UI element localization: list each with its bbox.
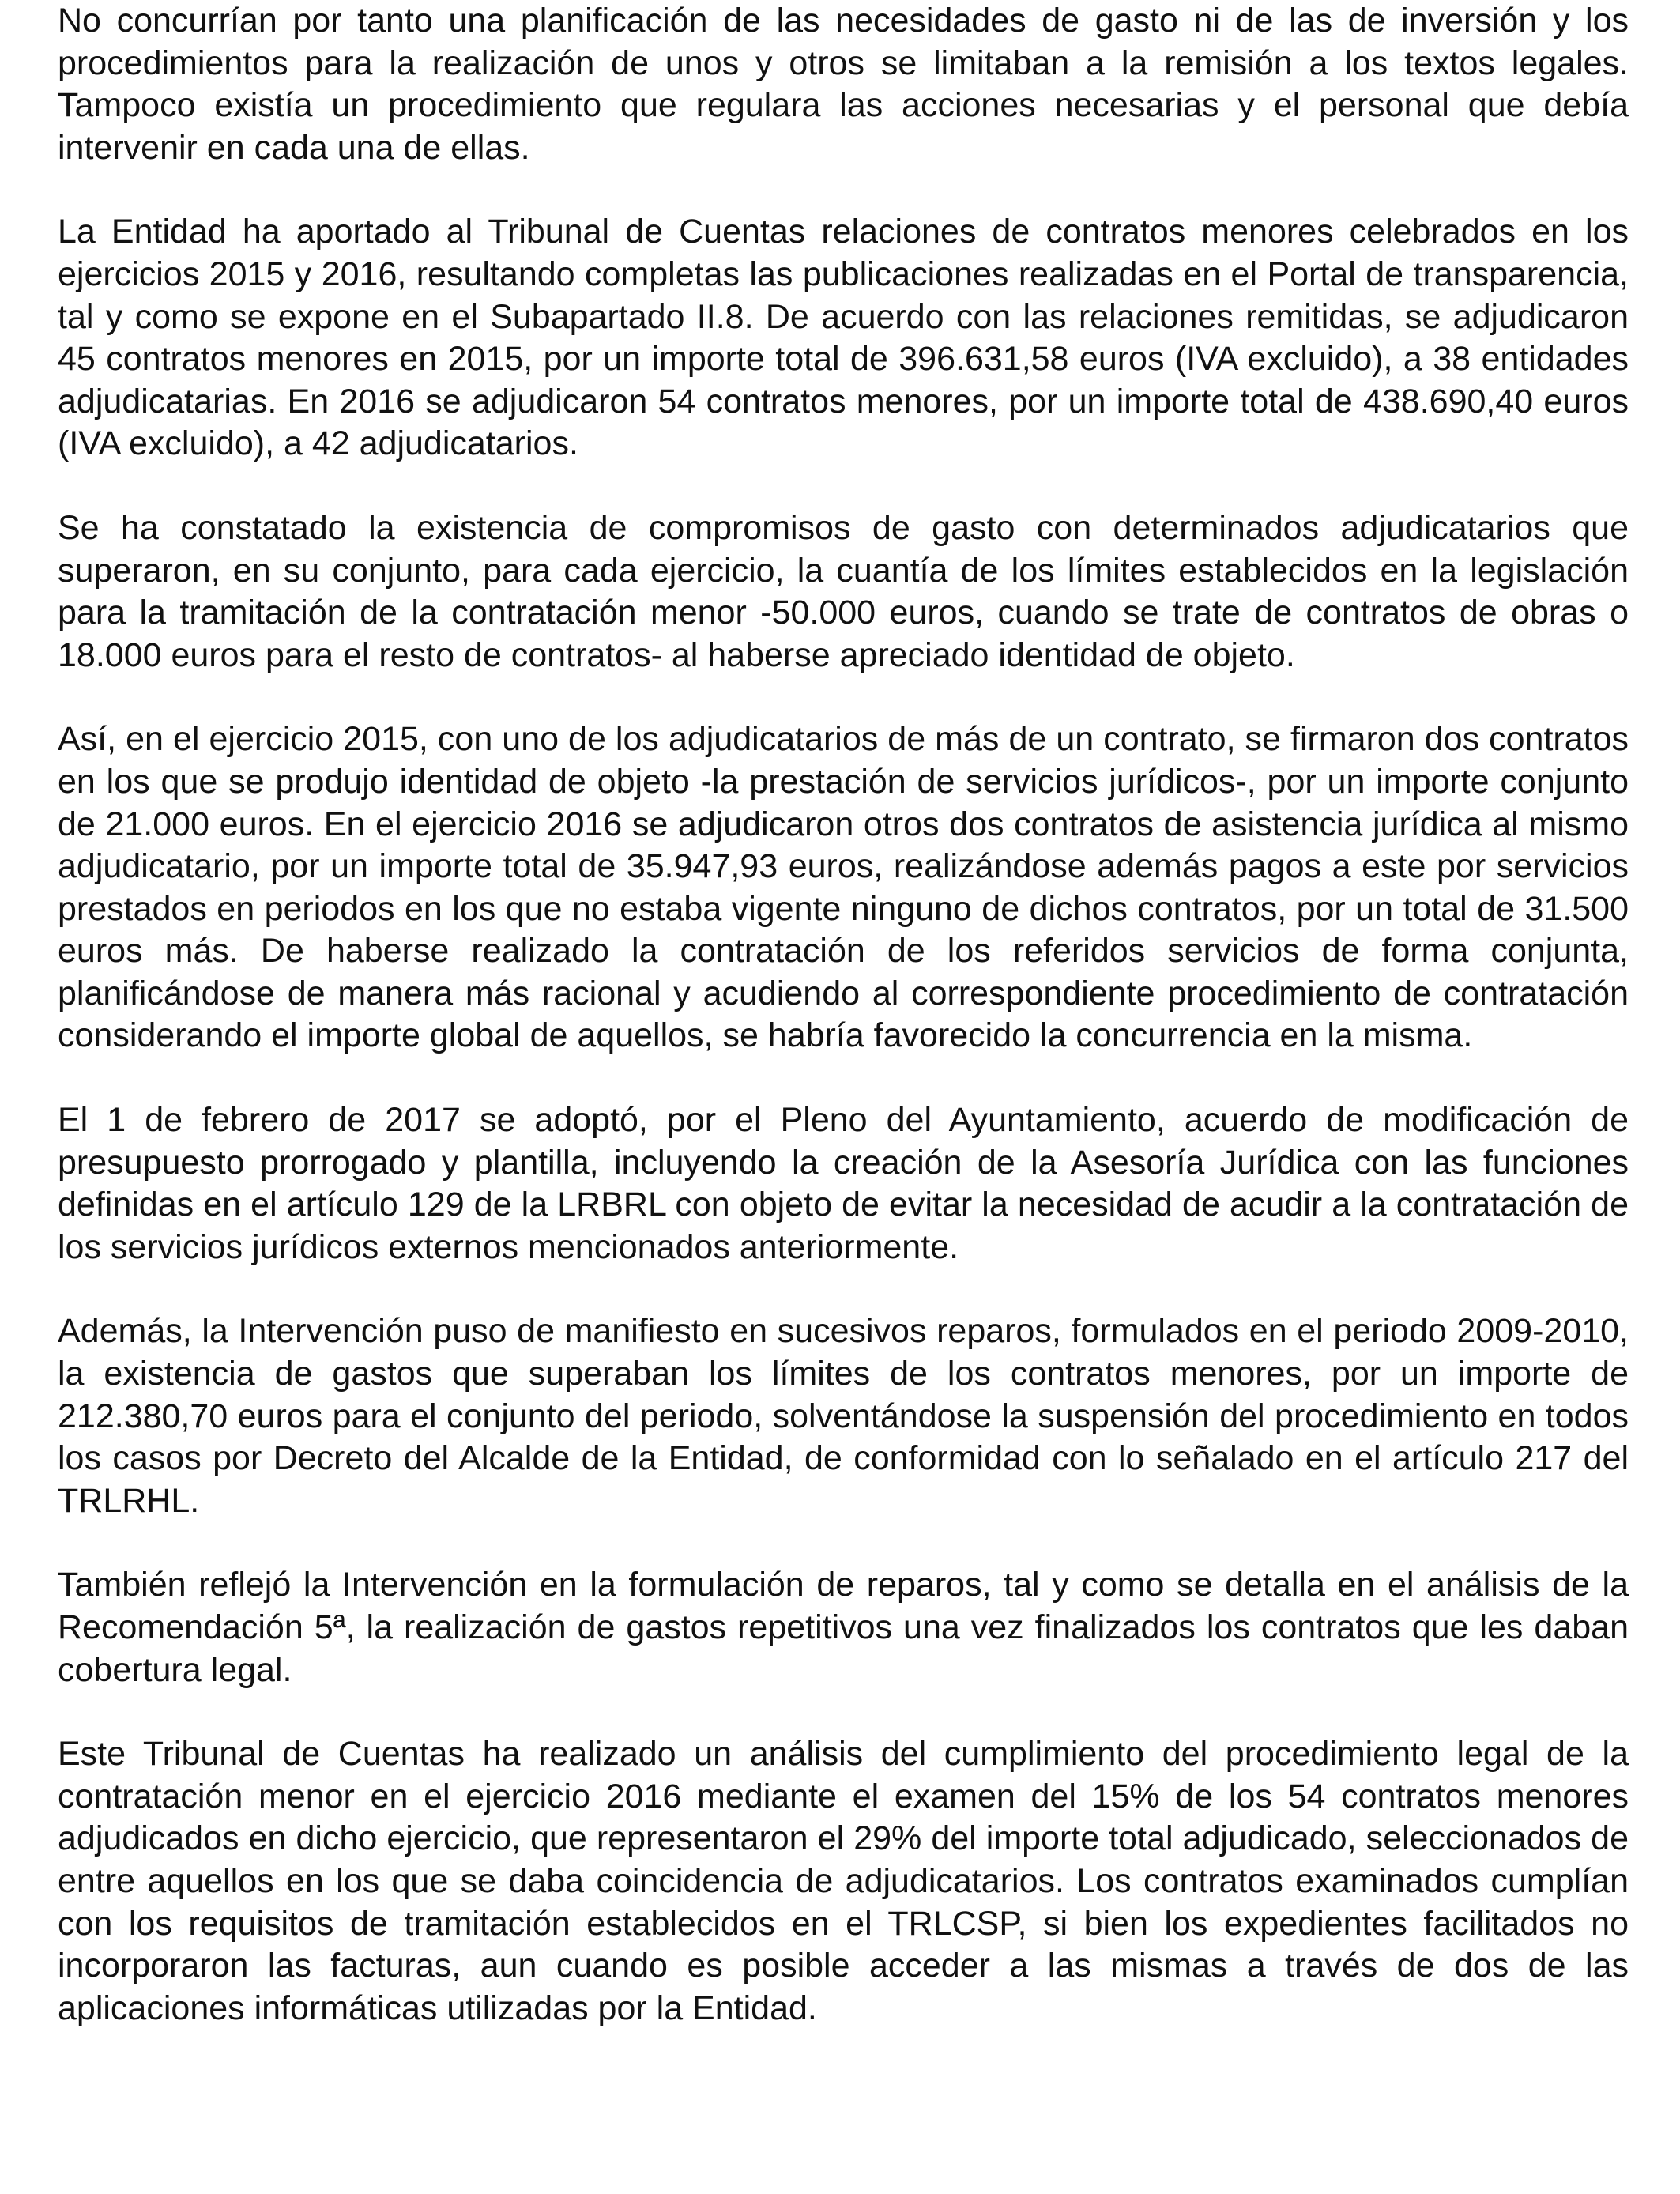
paragraph-analisis-tribunal: Este Tribunal de Cuentas ha realizado un análisis del cumplimiento del procedimiento legal de la contratación menor en el ejercicio 2016 mediante el examen del 15% de los 54 contratos menores adjudicados en dicho ejercicio, que representaron el 29% del importe total adjudicado, seleccionados de entre aquellos en los que se daba coincidencia de adjudicatarios. Los contratos examinados cumplían con los requisitos de tramitación establecidos en el TRLCSP, si bien los expedientes facilitados no incorporaron las facturas, aun cuando es posible acceder a las mismas a través de dos de las aplicaciones informáticas utilizadas por la Entidad. xyxy=(58,1735,1629,2027)
document-page xyxy=(58,0,1629,2071)
paragraph-reparos-intervencion: Además, la Intervención puso de manifiesto en sucesivos reparos, formulados en el periodo 2009-2010, la existencia de gastos que superaban los límites de los contratos menores, por un importe de 212.380,70 euros para el conjunto del periodo, solventándose la suspensión del procedimiento en todos los casos por Decreto del Alcalde de la Entidad, de conformidad con lo señalado en el artículo 217 del TRLRHL. xyxy=(58,1312,1629,1520)
paragraph-planificacion: No concurrían por tanto una planificación de las necesidades de gasto ni de las de inversión y los procedimientos para la realización de unos y otros se limitaban a la remisión a los textos legales. Tampoco existía un procedimiento que regulara las acciones necesarias y el personal que debía intervenir en cada una de ellas. xyxy=(58,2,1629,167)
paragraph-asesoria-juridica: El 1 de febrero de 2017 se adoptó, por el Pleno del Ayuntamiento, acuerdo de modificación de presupuesto prorrogado y plantilla, incluyendo la creación de la Asesoría Jurídica con las funciones definidas en el artículo 129 de la LRBRL con objeto de evitar la necesidad de acudir a la contratación de los servicios jurídicos externos mencionados anteriormente. xyxy=(58,1101,1629,1266)
paragraph-compromisos-gasto: Se ha constatado la existencia de compromisos de gasto con determinados adjudicatarios que superaron, en su conjunto, para cada ejercicio, la cuantía de los límites establecidos en la legislación para la tramitación de la contratación menor -50.000 euros, cuando se trate de contratos de obras o 18.000 euros para el resto de contratos- al haberse apreciado identidad de objeto. xyxy=(58,508,1629,674)
paragraph-ejercicio-2015: Así, en el ejercicio 2015, con uno de los adjudicatarios de más de un contrato, se firmaron dos contratos en los que se produjo identidad de objeto -la prestación de servicios jurídicos-, por un importe conjunto de 21.000 euros. En el ejercicio 2016 se adjudicaron otros dos contratos de asistencia jurídica al mismo adjudicatario, por un importe total de 35.947,93 euros, realizándose además pagos a este por servicios prestados en periodos en los que no estaba vigente ninguno de dichos contratos, por un total de 31.500 euros más. De haberse realizado la contratación de los referidos servicios de forma conjunta, planificándose de manera más racional y acudiendo al correspondiente procedimiento de contratación considerando el importe global de aquellos, se habría favorecido la concurrencia en la misma. xyxy=(58,720,1629,1055)
paragraph-gastos-repetitivos: También reflejó la Intervención en la formulación de reparos, tal y como se detalla en el análisis de la Recomendación 5ª, la realización de gastos repetitivos una vez finalizados los contratos que les daban cobertura legal. xyxy=(58,1566,1629,1689)
paragraph-relaciones-contratos: La Entidad ha aportado al Tribunal de Cuentas relaciones de contratos menores celebrados en los ejercicios 2015 y 2016, resultando completas las publicaciones realizadas en el Portal de transparencia, tal y como se expone en el Subapartado II.8. De acuerdo con las relaciones remitidas, se adjudicaron 45 contratos menores en 2015, por un importe total de 396.631,58 euros (IVA excluido), a 38 entidades adjudicatarias. En 2016 se adjudicaron 54 contratos menores, por un importe total de 438.690,40 euros (IVA excluido), a 42 adjudicatarios. xyxy=(58,213,1629,463)
